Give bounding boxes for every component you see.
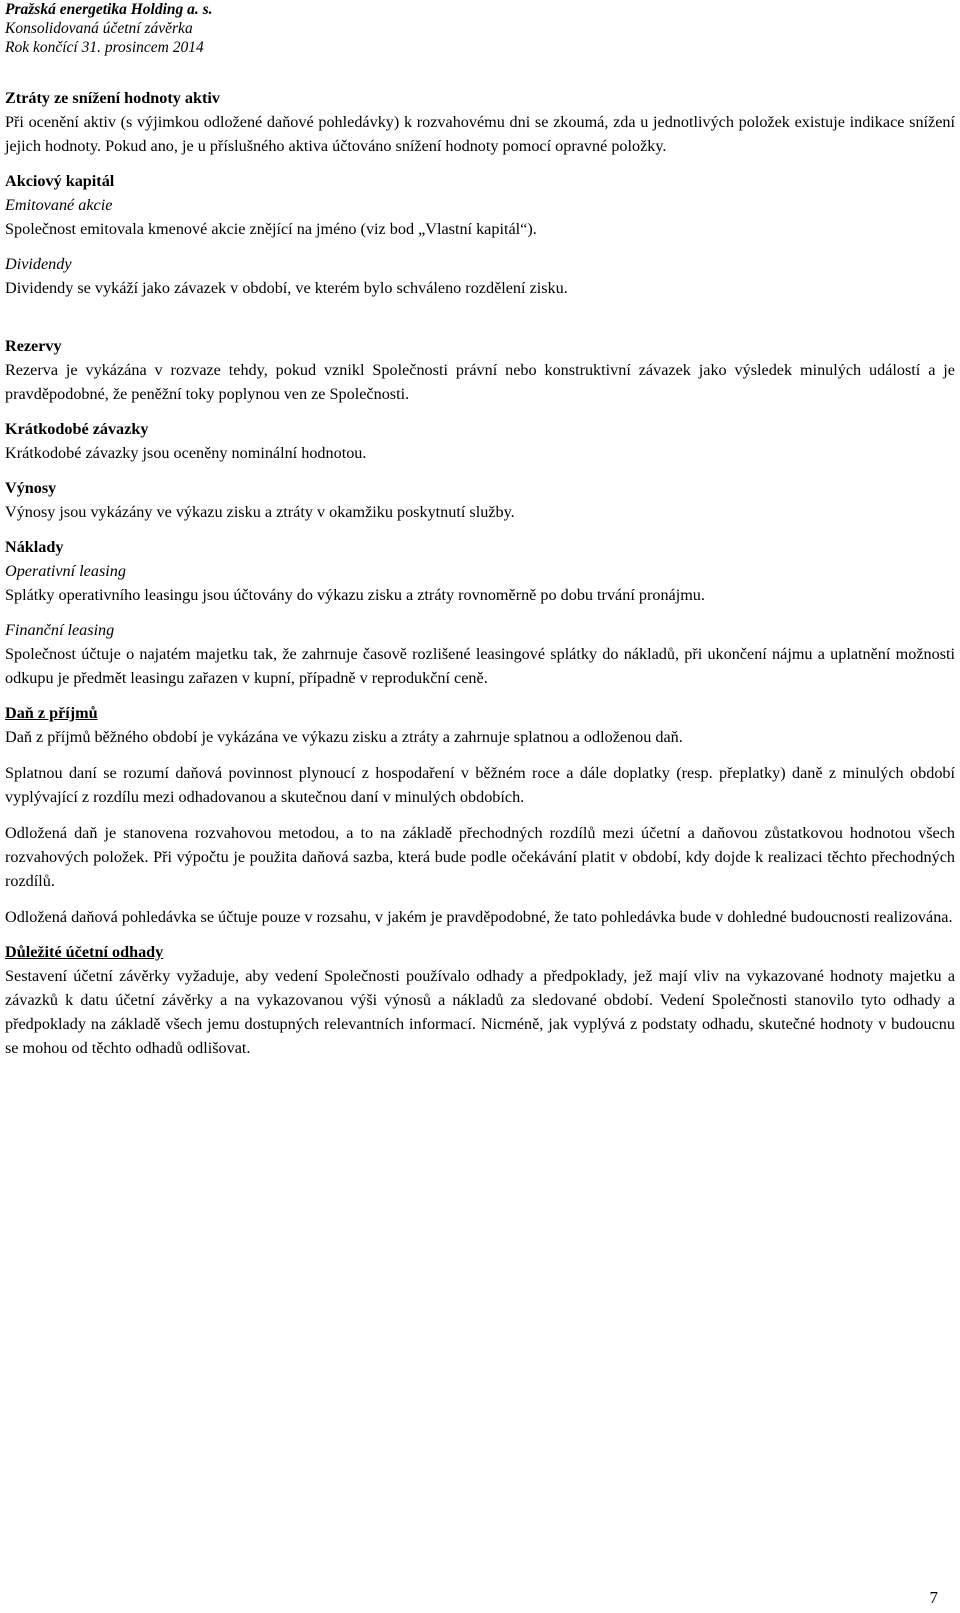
paragraph: Výnosy jsou vykázány ve výkazu zisku a ztráty v okamžiku poskytnutí služby.: [5, 503, 515, 521]
page-number: 7: [929, 1588, 938, 1607]
section-income-tax: [5, 701, 955, 929]
section-expenses: [5, 535, 955, 690]
section-short-term-liabilities: [5, 417, 955, 465]
paragraph: Rezerva je vykázána v rozvaze tehdy, pokud vznikl Společnosti právní nebo konstruktivní závazek jako výsledek minulých událostí a je pravděpodobné, že peněžní toky poplynou ven ze Společnosti.: [5, 361, 955, 403]
subsection-title: Emitované akcie: [5, 196, 113, 214]
section-title: Akciový kapitál: [5, 172, 115, 190]
paragraph: Společnost emitovala kmenové akcie znějící na jméno (viz bod „Vlastní kapitál“).: [5, 220, 537, 238]
section-impairment: [5, 86, 955, 158]
section-accounting-estimates: [5, 940, 955, 1060]
section-title: Výnosy: [5, 479, 57, 497]
section-dividends: [5, 252, 955, 300]
section-title: Rezervy: [5, 337, 62, 355]
paragraph: Splatnou daní se rozumí daňová povinnost plynoucí z hospodaření v běžném roce a dále doplatky (resp. přeplatky) daně z minulých období vyplývající z rozdílu mezi odhadovanou a skutečnou daní v minulých obdobích.: [5, 764, 955, 806]
section-provisions: [5, 334, 955, 406]
section-revenue: [5, 476, 955, 524]
document-title: Konsolidovaná účetní závěrka: [5, 20, 193, 37]
page-header: [5, 0, 213, 57]
paragraph: Splátky operativního leasingu jsou účtovány do výkazu zisku a ztráty rovnoměrně po dobu trvání pronájmu.: [5, 586, 705, 604]
reporting-period: Rok končící 31. prosincem 2014: [5, 39, 204, 56]
paragraph: Sestavení účetní závěrky vyžaduje, aby vedení Společnosti používalo odhady a předpoklady, jež mají vliv na vykazované hodnoty majetku a závazků k datu účetní závěrky a na vykazovanou výši výnosů a nákladů za sledované období. Vedení Společnosti stanovilo tyto odhady a předpoklady na základě všech jemu dostupných relevantních informací. Nicméně, jak vyplývá z podstaty odhadu, skutečné hodnoty v budoucnu se mohou od těchto odhadů odlišovat.: [5, 967, 955, 1057]
subsection-title: Dividendy: [5, 255, 72, 273]
subsection-title: Finanční leasing: [5, 621, 115, 639]
section-title: Ztráty ze snížení hodnoty aktiv: [5, 89, 220, 107]
company-name: Pražská energetika Holding a. s.: [5, 1, 213, 18]
section-title: Náklady: [5, 538, 64, 556]
section-equity: [5, 169, 955, 241]
paragraph: Daň z příjmů běžného období je vykázána ve výkazu zisku a ztráty a zahrnuje splatnou a odloženou daň.: [5, 728, 683, 746]
subsection-title: Operativní leasing: [5, 562, 126, 580]
paragraph: Dividendy se vykáží jako závazek v období, ve kterém bylo schváleno rozdělení zisku.: [5, 279, 568, 297]
section-title: Krátkodobé závazky: [5, 420, 149, 438]
paragraph: Odložená daň je stanovena rozvahovou metodou, a to na základě přechodných rozdílů mezi účetní a daňovou zůstatkovou hodnotou všech rozvahových položek. Při výpočtu je použita daňová sazba, která bude podle očekávání platit v období, kdy dojde k realizaci těchto přechodných rozdílů.: [5, 824, 955, 890]
paragraph: Krátkodobé závazky jsou oceněny nominální hodnotou.: [5, 444, 367, 462]
paragraph: Společnost účtuje o najatém majetku tak, že zahrnuje časově rozlišené leasingové splátky do nákladů, při ukončení nájmu a uplatnění možnosti odkupu je předmět leasingu zařazen v kupní, případně v reprodukční ceně.: [5, 645, 955, 687]
paragraph: Při ocenění aktiv (s výjimkou odložené daňové pohledávky) k rozvahovému dni se zkoumá, zda u jednotlivých položek existuje indikace snížení jejich hodnoty. Pokud ano, je u příslušného aktiva účtováno snížení hodnoty pomocí opravné položky.: [5, 113, 955, 155]
paragraph: Odložená daňová pohledávka se účtuje pouze v rozsahu, v jakém je pravděpodobné, že tato pohledávka bude v dohledné budoucnosti realizována.: [5, 908, 953, 926]
section-title: Důležité účetní odhady: [5, 943, 164, 961]
document-body: [5, 86, 955, 1060]
section-title: Daň z příjmů: [5, 704, 98, 722]
